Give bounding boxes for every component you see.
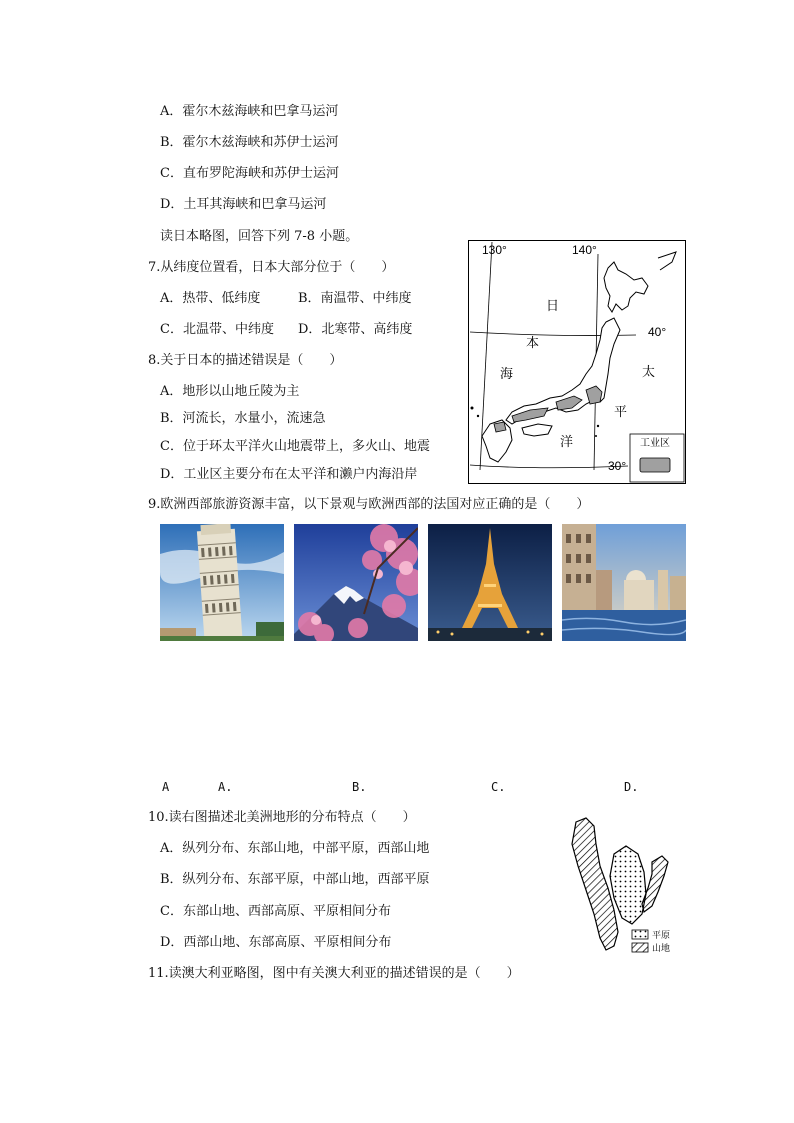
ocean-label-tai: 太: [642, 365, 656, 380]
japan-map: [468, 240, 686, 484]
q9-label-c: C.: [491, 780, 506, 794]
north-america-terrain-diagram: [568, 814, 690, 956]
q8-option-d: D．工业区主要分布在太平洋和濑户内海沿岸: [160, 467, 418, 482]
q9-label-b: B.: [352, 780, 367, 794]
q6-option-b: B．霍尔木兹海峡和苏伊士运河: [160, 135, 339, 150]
q10-option-d: D．西部山地、东部高原、平原相间分布: [160, 935, 392, 950]
legend-mountain-swatch: [632, 943, 648, 952]
q8-option-b: B．河流长，水量小，流速急: [160, 411, 326, 426]
central-plains: [610, 846, 646, 924]
q9-label-d: D.: [624, 780, 639, 794]
q7-option-d: D．北寒带、高纬度: [298, 322, 413, 337]
q6-option-c: C．直布罗陀海峡和苏伊士运河: [160, 166, 339, 181]
industry-zone-kitakyushu: [494, 422, 506, 432]
q10-option-b: B．纵列分布、东部平原，中部山地，西部平原: [160, 872, 430, 887]
photo-leaning-tower-pisa: [160, 524, 284, 641]
lon-label-130: 130°: [482, 243, 507, 257]
sea-label-hai: 海: [500, 367, 514, 382]
eastern-mountains: [642, 856, 668, 912]
q8-stem: 8.关于日本的描述错误是（ ）: [148, 353, 343, 368]
lat-label-40: 40°: [648, 325, 667, 339]
q9-label-a: A.: [218, 780, 233, 794]
q7-option-c: C．北温带、中纬度: [160, 322, 274, 337]
lat-label-30: 30°: [608, 459, 627, 473]
photo-mount-fuji: [294, 524, 418, 641]
ocean-label-yang: 洋: [560, 435, 574, 450]
q6-option-a: A．霍尔木兹海峡和巴拿马运河: [160, 104, 339, 119]
photo-venice: [562, 524, 686, 641]
q10-stem: 10.读右图描述北美洲地形的分布特点（ ）: [148, 810, 416, 825]
legend-mountain-label: 山地: [652, 943, 671, 953]
legend-plain-label: 平原: [652, 930, 671, 940]
ocean-label-ping: 平: [614, 405, 628, 420]
q8-option-c: C．位于环太平洋火山地震带上，多火山、地震: [160, 439, 430, 454]
q7-option-a: A．热带、低纬度: [160, 291, 261, 306]
photo-eiffel-tower: [428, 524, 552, 641]
q10-option-a: A．纵列分布、东部山地，中部平原，西部山地: [160, 841, 430, 856]
q9-stem: 9.欧洲西部旅游资源丰富，以下景观与欧洲西部的法国对应正确的是（ ）: [148, 497, 590, 512]
legend-plain-swatch: [632, 930, 648, 939]
legend-industry-label: 工业区: [640, 438, 670, 449]
q8-option-a: A．地形以山地丘陵为主: [160, 384, 300, 399]
sea-label-ri: 日: [546, 299, 560, 314]
lon-label-140: 140°: [572, 243, 597, 257]
q11-stem: 11.读澳大利亚略图，图中有关澳大利亚的描述错误的是（ ）: [148, 966, 520, 981]
legend-industry-swatch: [640, 458, 670, 472]
sea-label-ben: 本: [526, 336, 540, 351]
q6-option-d: D．土耳其海峡和巴拿马运河: [160, 197, 327, 212]
q7-option-b: B．南温带、中纬度: [298, 291, 412, 306]
q7-stem: 7.从纬度位置看，日本大部分位于（ ）: [148, 260, 395, 275]
intro-7-8: 读日本略图，回答下列 7-8 小题。: [160, 229, 359, 244]
q10-option-c: C．东部山地、西部高原、平原相间分布: [160, 904, 391, 919]
q9-label-a-standalone: A: [162, 780, 170, 794]
